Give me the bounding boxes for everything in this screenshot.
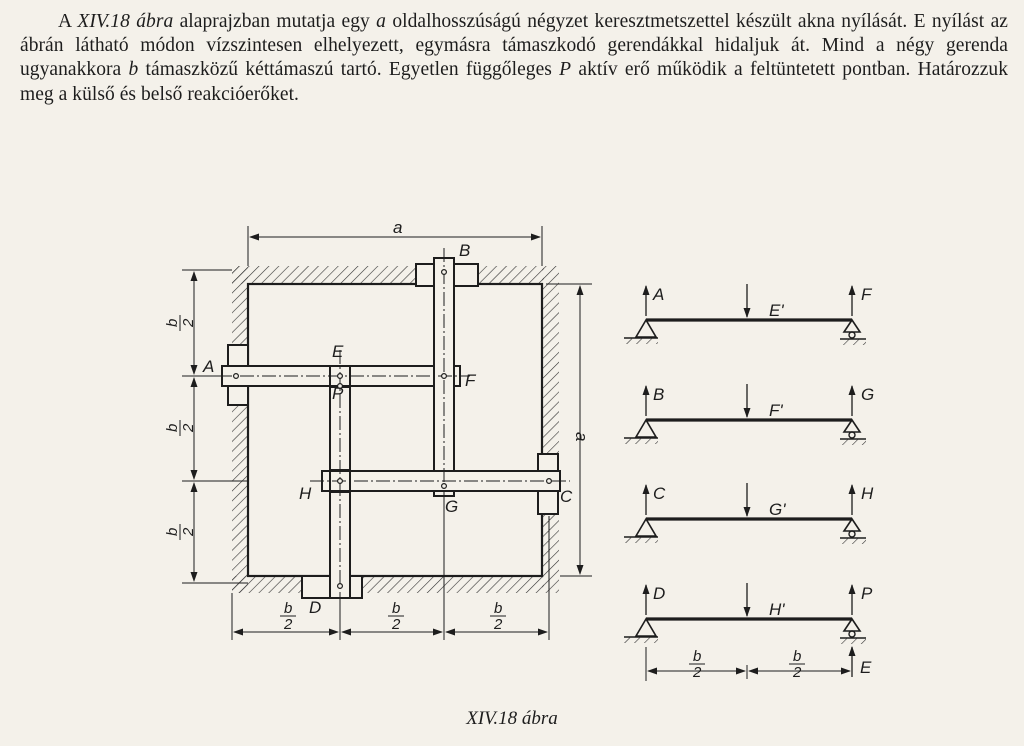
beam-label-left: C [653, 484, 666, 503]
roller-support [844, 320, 860, 332]
roller-support [844, 420, 860, 432]
beam-label-left: A [653, 285, 665, 304]
beam-diagram-2 [624, 384, 874, 445]
svg-text:b: b [494, 600, 503, 617]
beam-label-left: B [653, 385, 665, 404]
pin-support [636, 420, 656, 437]
svg-text:2: 2 [180, 527, 197, 536]
shaft-opening [248, 284, 542, 576]
pin-support [636, 519, 656, 536]
svg-text:2: 2 [180, 423, 197, 432]
svg-text:2: 2 [494, 616, 503, 633]
beam-diagram-1 [624, 284, 873, 345]
variable-b: b [128, 59, 139, 81]
label-bottom-force: E [860, 658, 872, 677]
label-E: E [332, 342, 344, 361]
svg-text:2: 2 [284, 616, 293, 633]
svg-text:2: 2 [392, 616, 401, 633]
beam-span-dimension [646, 647, 850, 681]
plan-view [164, 218, 592, 640]
beam-diagrams [624, 284, 874, 677]
text-part: támaszközű kéttámaszú tartó. Egyetlen függőleges [138, 59, 560, 81]
reaction-arrow-e [852, 647, 872, 677]
label-C: C [560, 487, 573, 506]
variable-p: P [559, 59, 572, 81]
label-H: H [299, 484, 312, 503]
dimension-a-label: a [393, 218, 403, 237]
svg-text:b: b [164, 423, 181, 432]
roller-support [844, 619, 860, 631]
half-b-beam-label [689, 648, 705, 681]
half-b-beam-label [789, 648, 805, 681]
svg-text:2: 2 [793, 664, 802, 681]
svg-text:b: b [793, 648, 802, 665]
beam-label-left: D [653, 584, 666, 603]
dimension-a-vertical-label: a [572, 432, 591, 442]
label-G: G [445, 497, 459, 516]
beam-label-mid: G' [769, 500, 786, 519]
svg-text:b: b [284, 600, 293, 617]
beam-diagram-3 [624, 483, 874, 544]
text-part: aktív erő működik a feltüntetett pontban. Határozzuk meg a külső és belső reakcióerőket. [20, 59, 1009, 105]
beam-label-right: F [861, 285, 872, 304]
pin-support [636, 320, 656, 337]
svg-text:b: b [693, 648, 702, 665]
beam-label-right: G [861, 385, 875, 404]
label-B: B [459, 241, 471, 260]
beam-diagram-4 [624, 583, 873, 644]
svg-text:b: b [164, 527, 181, 536]
svg-text:2: 2 [693, 664, 702, 681]
pin-support [636, 619, 656, 636]
beam-label-mid: F' [769, 401, 783, 420]
svg-text:b: b [392, 600, 401, 617]
half-b-left-labels [164, 315, 197, 540]
text-part: alaprajzban mutatja egy [173, 11, 377, 32]
svg-text:2: 2 [180, 318, 197, 327]
variable-a: a [376, 11, 386, 32]
text-part: A [58, 11, 78, 32]
beam-label-mid: E' [769, 301, 784, 320]
label-D: D [309, 598, 322, 617]
figure-caption: XIV.18 ábra [466, 708, 558, 729]
beam-label-right: P [861, 584, 873, 603]
text-part: oldalhosszúságú négyzet keresztmetszettel készült akna nyílását. E nyílást az ábrán látható módon vízszintesen elhelyezett, egymásra támaszkodó gerendákkal hidaljuk át. Mind a négy gerenda ugyanakkora [20, 11, 1008, 81]
beam-label-mid: H' [769, 600, 785, 619]
roller-support [844, 519, 860, 531]
label-A: A [203, 357, 215, 376]
label-F: F [465, 371, 476, 390]
beam-label-right: H [861, 484, 874, 503]
figure-reference: XIV.18 ábra [77, 11, 174, 32]
label-P: P [332, 384, 344, 403]
svg-text:b: b [164, 318, 181, 327]
